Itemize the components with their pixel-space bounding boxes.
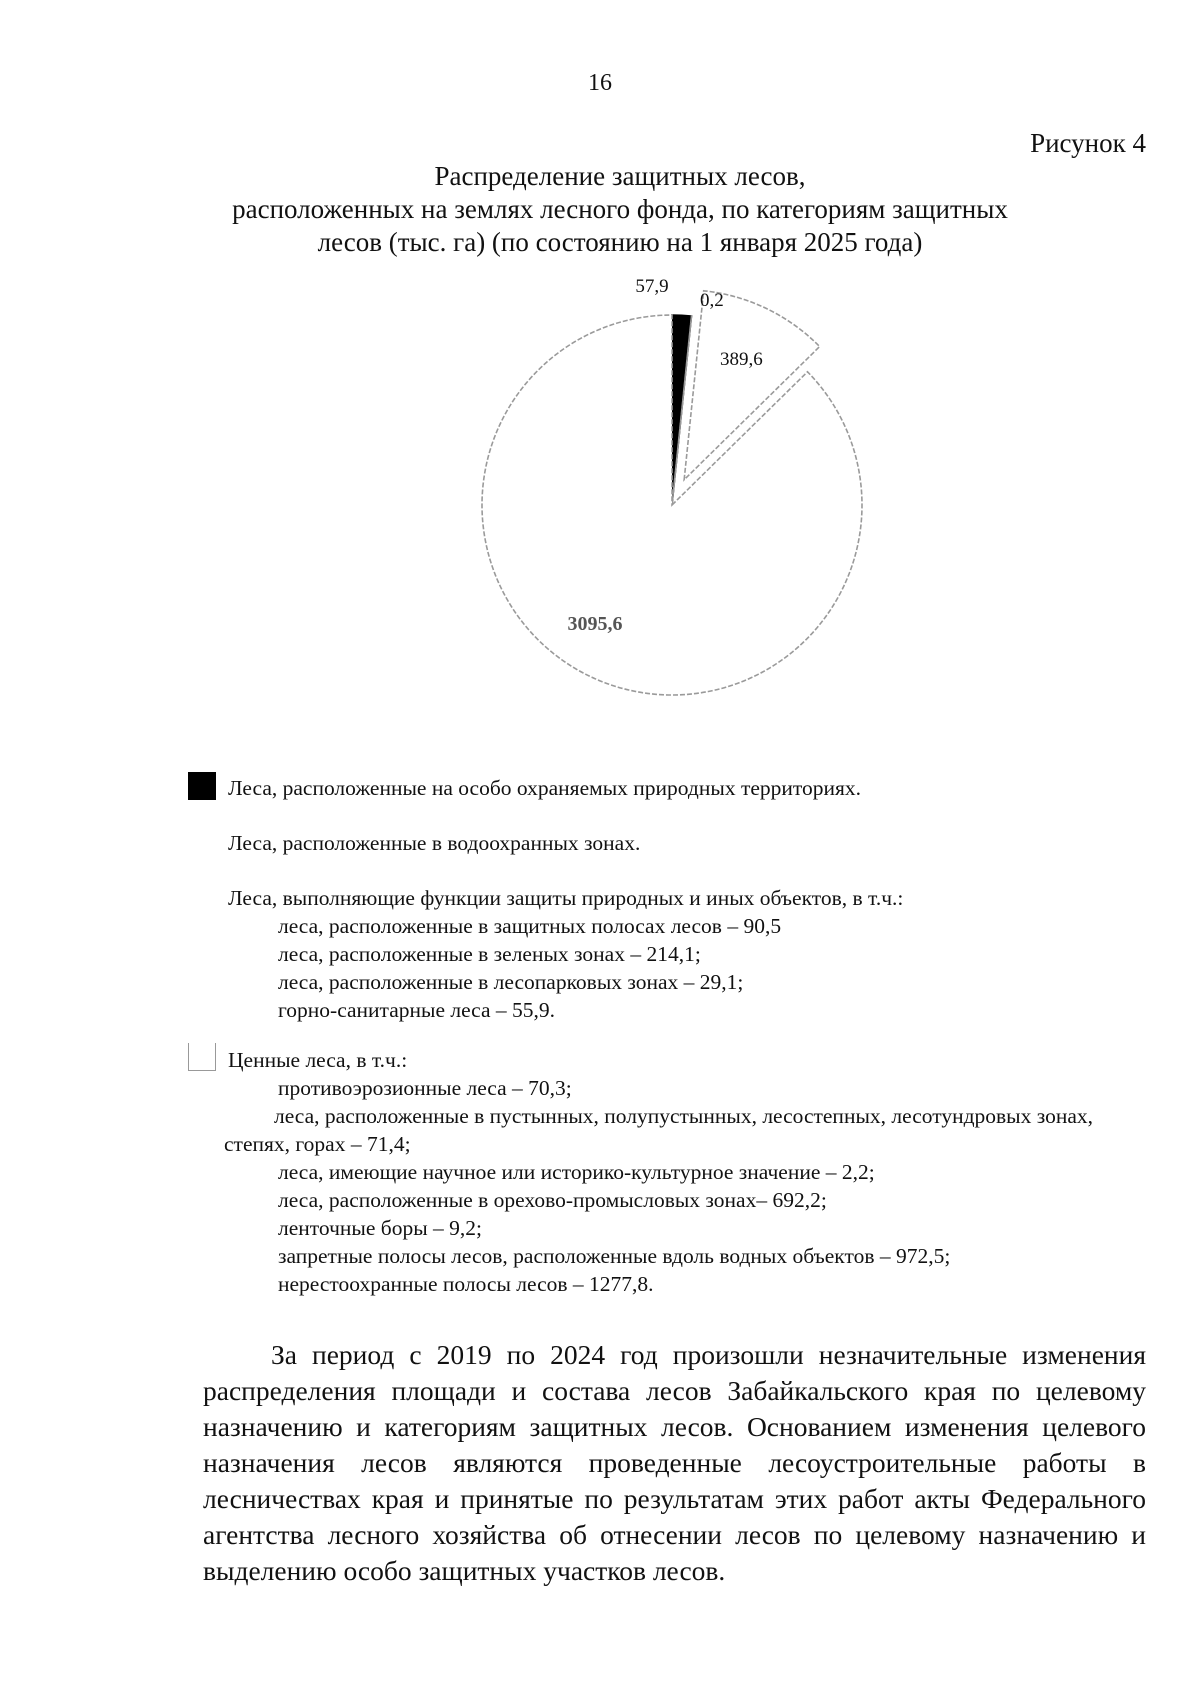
slice-value-label: 3095,6	[567, 613, 623, 635]
pie-slice	[482, 315, 862, 695]
legend-subitem: горно-санитарные леса – 55,9.	[278, 998, 556, 1022]
legend-subitem: леса, расположенные в зеленых зонах – 214,1;	[278, 942, 701, 966]
chart-title-line-2: расположенных на землях лесного фонда, по категориям защитных	[232, 194, 1008, 224]
chart-title-line-3: лесов (тыс. га) (по состоянию на 1 января 2025 года)	[317, 227, 923, 257]
legend-subitem: противоэрозионные леса – 70,3;	[278, 1076, 572, 1100]
legend-swatch-valuable-forests	[188, 1043, 216, 1071]
legend-item-protective-functions-label: Леса, выполняющие функции защиты природных и иных объектов, в т.ч.:	[228, 886, 904, 910]
legend-item-water-protection: Леса, расположенные в водоохранных зонах.	[228, 831, 641, 855]
legend-subitem: леса, расположенные в защитных полосах лесов – 90,5	[278, 914, 782, 938]
legend-subitem: леса, расположенные в орехово-промысловых зонах– 692,2;	[278, 1188, 827, 1212]
legend-subitem: леса, имеющие научное или историко-культурное значение – 2,2;	[278, 1160, 875, 1184]
chart-title-line-1: Распределение защитных лесов,	[434, 161, 806, 191]
legend-swatch-protected-areas	[188, 772, 216, 800]
legend-item-valuable-forests	[224, 1046, 1124, 1298]
slice-value-label: 57,9	[635, 276, 669, 297]
slice-value-label: 389,6	[720, 349, 763, 370]
legend-subitem: запретные полосы лесов, расположенные вдоль водных объектов – 972,5;	[278, 1244, 951, 1268]
legend-subitem: леса, расположенные в пустынных, полупустынных, лесостепных, лесотундровых зонах, степях, горах – 71,4;	[224, 1104, 1094, 1156]
legend-subitem: ленточные боры – 9,2;	[278, 1216, 482, 1240]
legend-subitem: леса, расположенные в лесопарковых зонах – 29,1;	[278, 970, 744, 994]
legend-subitem: нерестоохранные полосы лесов – 1277,8.	[278, 1272, 654, 1296]
body-paragraph: За период с 2019 по 2024 год произошли незначительные изменения распределения площади и состава лесов Забайкальского края по целевому назначению и категориям защитных лесов. Основанием изменения целевого назначения лесов являются проведенные лесоустроительные работы в лесничествах края и принятые по результатам этих работ акты Федерального агентства лесного хозяйства об отнесении лесов по целевому назначению и выделению особо защитных участков лесов.	[203, 1339, 1146, 1586]
legend-item-protective-functions	[228, 884, 903, 1024]
legend-item-valuable-forests-label: Ценные леса, в т.ч.:	[228, 1048, 408, 1072]
legend-item-protected-areas: Леса, расположенные на особо охраняемых природных территориях.	[228, 776, 862, 800]
slice-value-label: 0,2	[700, 290, 724, 311]
figure-label: Рисунок 4	[1030, 128, 1146, 158]
pie-chart	[0, 0, 1200, 720]
page-number: 16	[588, 70, 612, 96]
